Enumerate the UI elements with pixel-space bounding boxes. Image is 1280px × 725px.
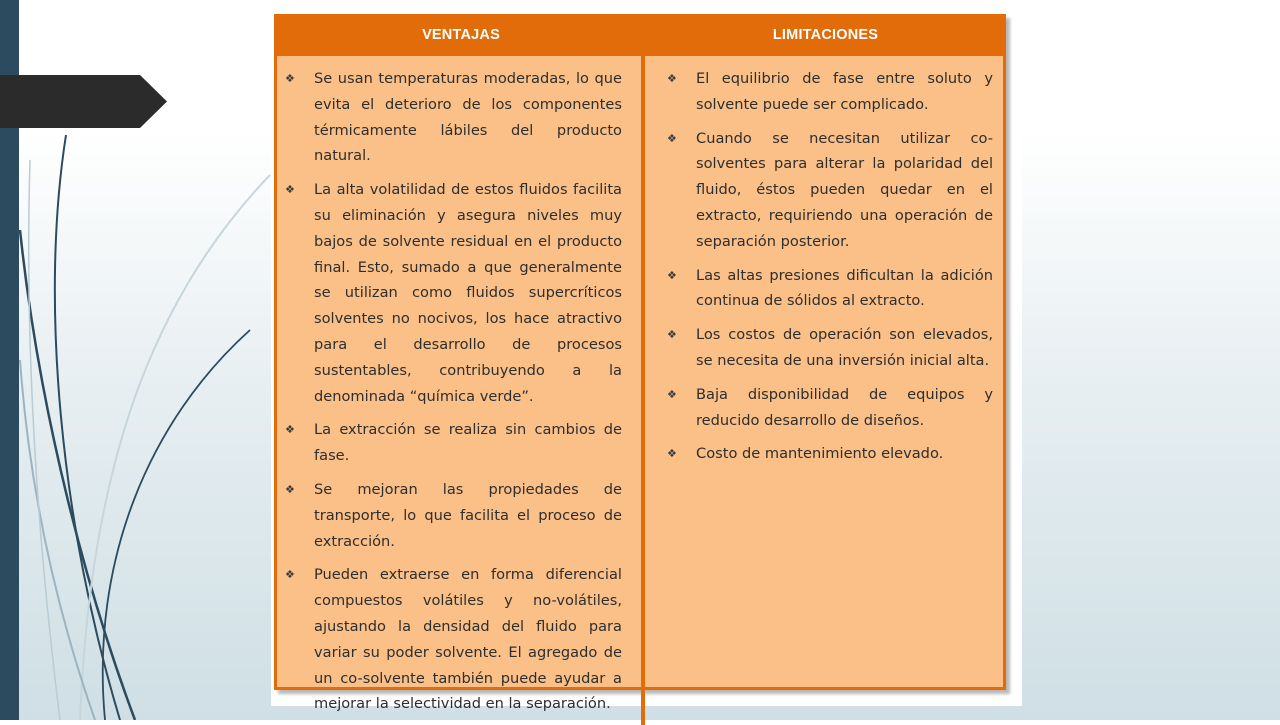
diamond-bullet-icon: ❖ <box>667 387 677 401</box>
limitaciones-item-text: Los costos de operación son elevados, se necesita de una inversión inicial alta. <box>696 326 993 369</box>
limitaciones-item <box>667 441 993 467</box>
ventajas-item <box>285 177 635 409</box>
slide-arrow-tab <box>0 75 167 128</box>
ventajas-item-text: Se mejoran las propiedades de transporte, lo que facilita el proceso de extracción. <box>314 480 622 550</box>
limitaciones-item-text: Costo de mantenimiento elevado. <box>696 445 944 463</box>
limitaciones-column <box>645 53 1003 725</box>
diamond-bullet-icon: ❖ <box>285 423 295 437</box>
header-ventajas: VENTAJAS <box>277 17 645 53</box>
ventajas-column <box>277 53 645 725</box>
ventajas-item <box>285 477 635 554</box>
diamond-bullet-icon: ❖ <box>667 328 677 342</box>
ventajas-item-text: Se usan temperaturas moderadas, lo que evita el deterioro de los componentes térmicamente lábiles del producto natural. <box>314 70 622 165</box>
limitaciones-item <box>667 263 993 315</box>
diamond-bullet-icon: ❖ <box>667 131 677 145</box>
limitaciones-item-text: Cuando se necesitan utilizar co-solventes para alterar la polaridad del fluido, éstos pueden quedar en el extracto, requiriendo una operación de separación posterior. <box>696 129 993 250</box>
diamond-bullet-icon: ❖ <box>667 268 677 282</box>
ventajas-item <box>285 417 635 469</box>
limitaciones-item <box>667 126 993 255</box>
ventajas-item <box>285 562 635 717</box>
diamond-bullet-icon: ❖ <box>285 183 295 197</box>
ventajas-item-text: Pueden extraerse en forma diferencial compuestos volátiles y no-volátiles, ajustando la densidad del fluido para variar su poder solvente. El agregado de un co-solvente también puede ayudar a mejorar la selectividad en la separación. <box>314 566 622 713</box>
ventajas-item-text: La extracción se realiza sin cambios de fase. <box>314 421 622 465</box>
ventajas-item-text: La alta volatilidad de estos fluidos facilita su eliminación y asegura niveles muy bajos de solvente residual en el producto final. Esto, sumado a que generalmente se utilizan como fluidos supercríticos solventes no nocivos, los hace atractivo para el desarrollo de procesos sustentables, contribuyendo a la denominada “química verde”. <box>314 181 622 405</box>
limitaciones-item-text: Las altas presiones dificultan la adición continua de sólidos al extracto. <box>696 266 993 310</box>
limitaciones-item <box>667 66 993 118</box>
limitaciones-item <box>667 322 993 374</box>
diamond-bullet-icon: ❖ <box>285 482 295 496</box>
diamond-bullet-icon: ❖ <box>667 447 677 461</box>
limitaciones-item-text: El equilibrio de fase entre soluto y solvente puede ser complicado. <box>696 70 993 113</box>
limitaciones-item <box>667 382 993 434</box>
diamond-bullet-icon: ❖ <box>667 72 677 85</box>
limitaciones-item-text: Baja disponibilidad de equipos y reducido desarrollo de diseños. <box>696 385 993 429</box>
diamond-bullet-icon: ❖ <box>285 72 295 85</box>
diamond-bullet-icon: ❖ <box>285 568 295 582</box>
ventajas-item <box>285 66 635 169</box>
header-limitaciones: LIMITACIONES <box>645 17 1003 53</box>
comparison-table <box>274 14 1006 713</box>
